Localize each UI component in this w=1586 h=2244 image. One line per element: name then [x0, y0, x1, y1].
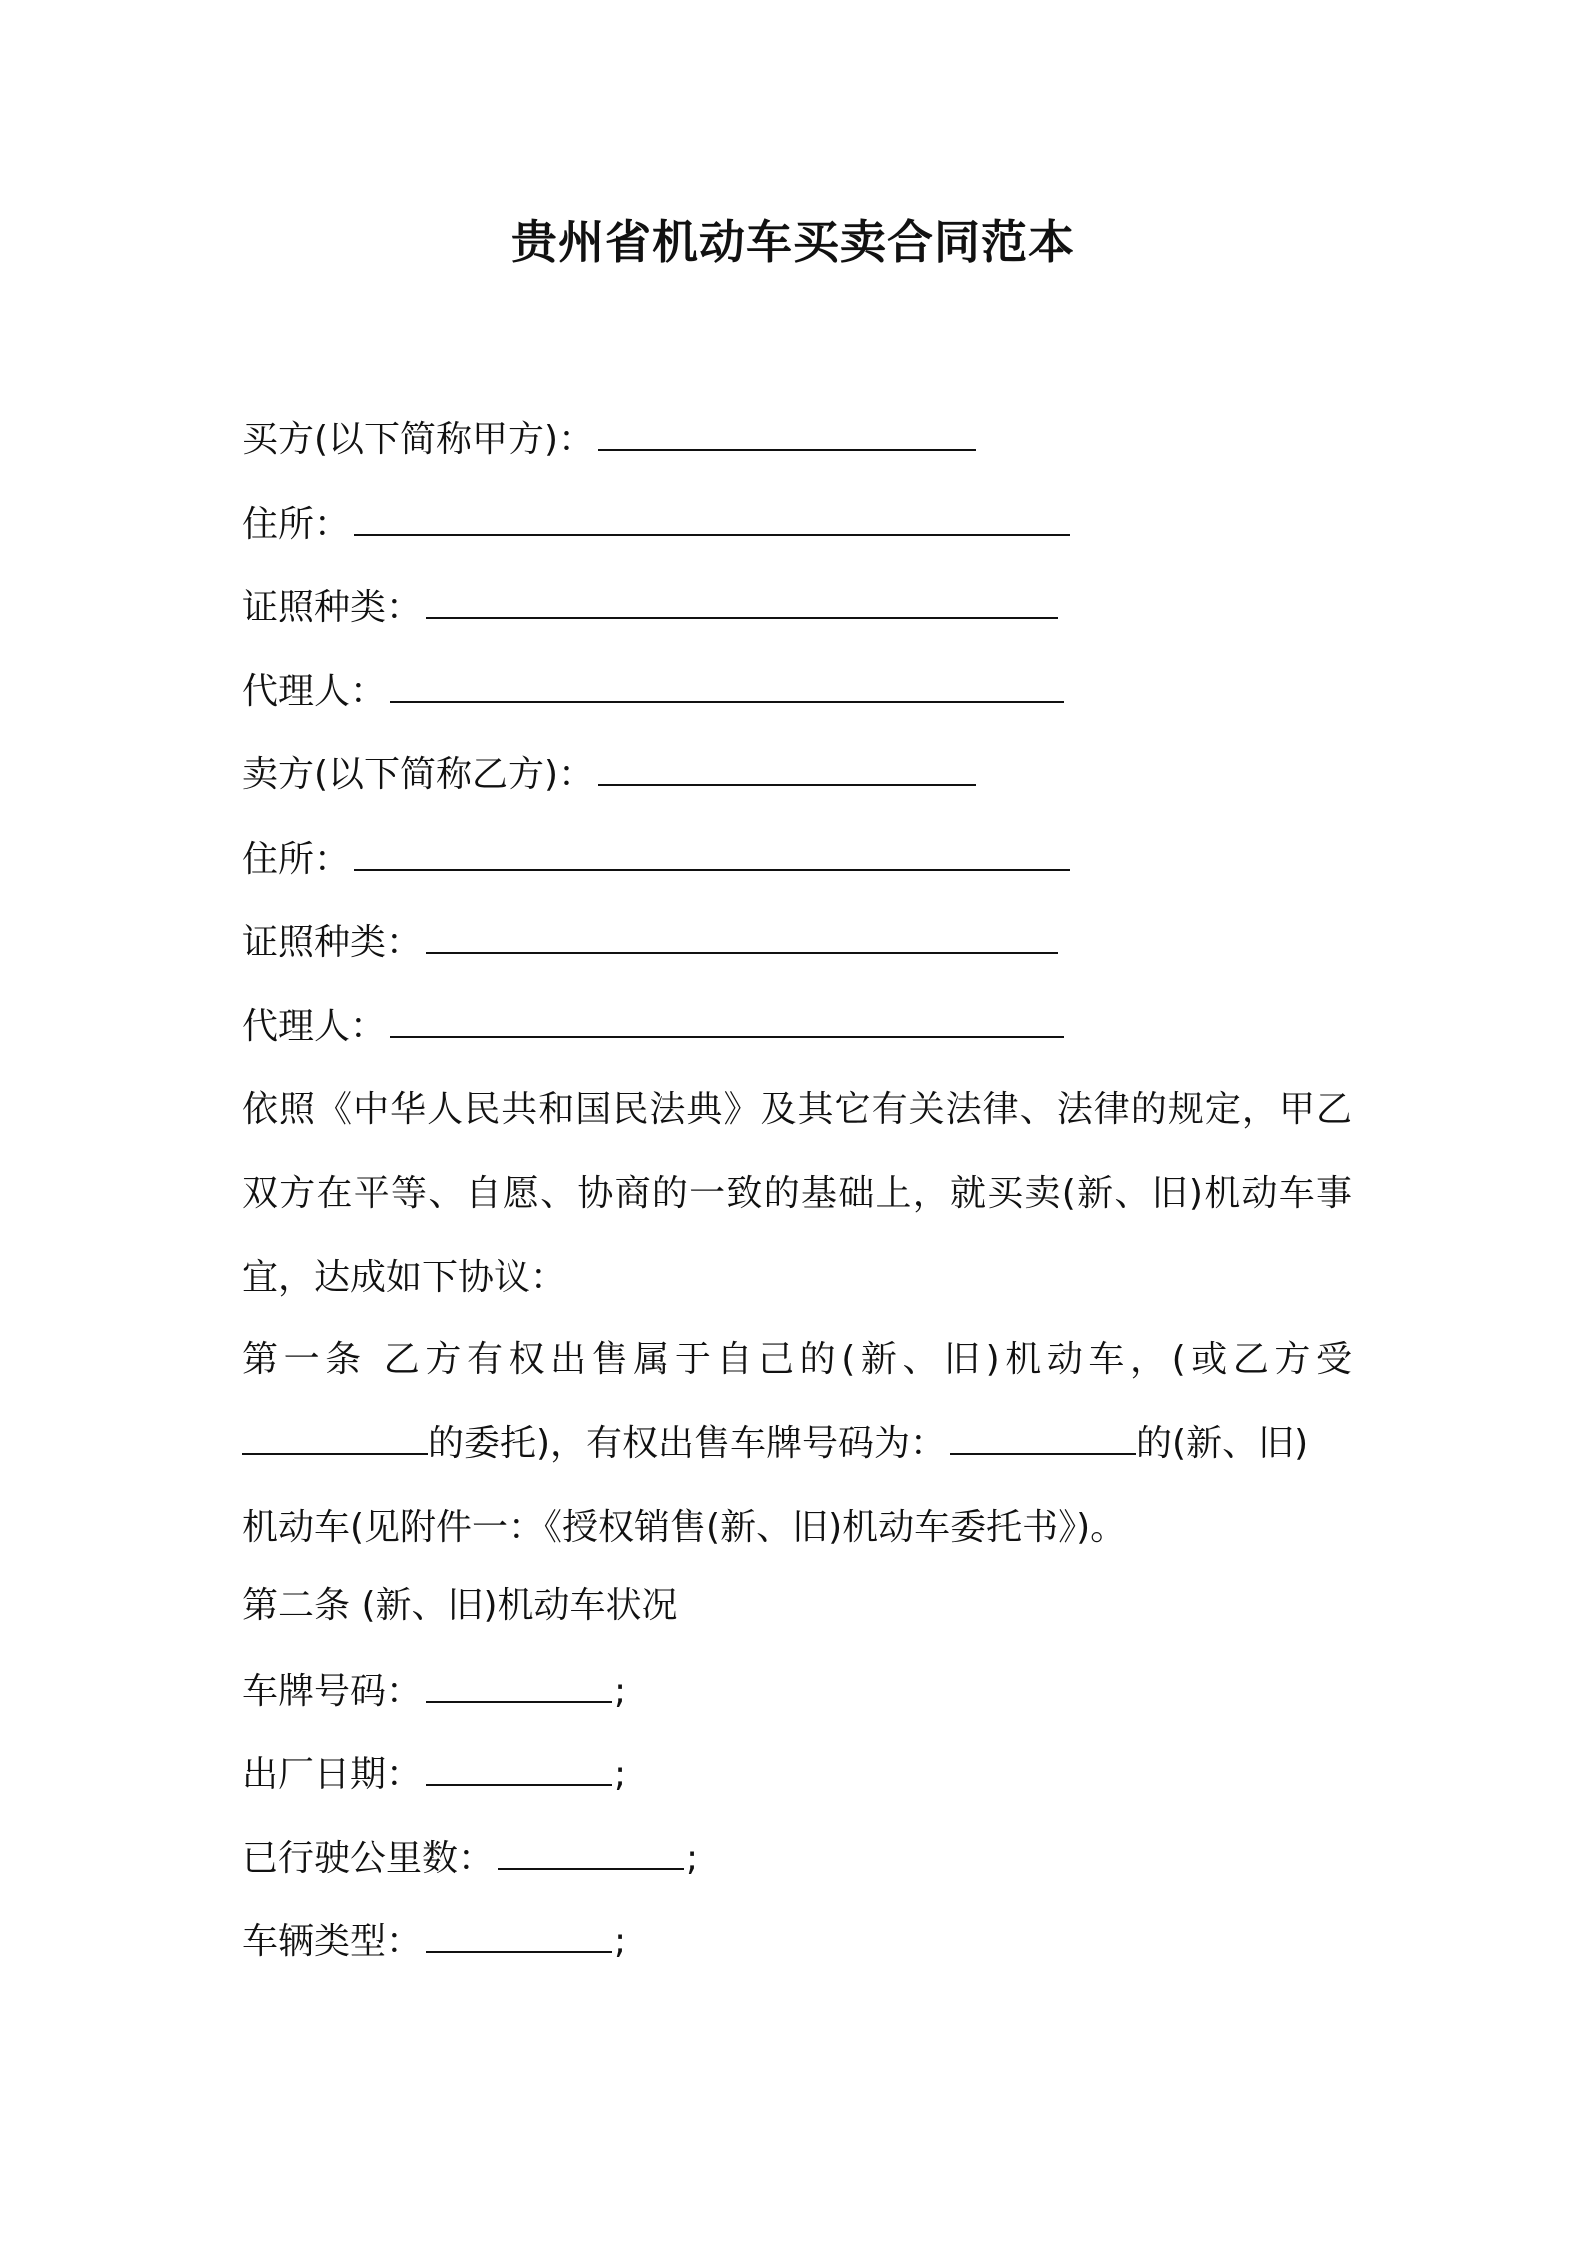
preamble-line-3: 宜，达成如下协议：	[242, 1257, 567, 1298]
mileage-terminator: ;	[686, 1838, 699, 1879]
buyer-id-type-line	[242, 583, 1058, 632]
preamble-paragraph	[242, 1068, 1352, 1320]
seller-agent-line	[242, 1002, 1064, 1051]
buyer-name-blank	[598, 415, 976, 451]
seller-agent-blank	[390, 1002, 1064, 1038]
plate-number-line	[242, 1667, 626, 1716]
article-1-line-2-part1: 的委托)，有权出售车牌号码为：	[428, 1423, 947, 1464]
seller-party-line	[242, 750, 976, 799]
article-1-line-1: 第一条 乙方有权出售属于自己的(新、旧)机动车，(或乙方受	[242, 1339, 1352, 1380]
buyer-party-label: 买方(以下简称甲方)：	[242, 419, 595, 460]
vehicle-type-label: 车辆类型：	[242, 1921, 423, 1962]
plate-number-field-blank	[426, 1667, 612, 1703]
plate-number-terminator: ;	[614, 1671, 627, 1712]
mileage-label: 已行驶公里数：	[242, 1838, 495, 1879]
buyer-id-type-label: 证照种类：	[242, 587, 423, 628]
plate-number-label: 车牌号码：	[242, 1671, 423, 1712]
seller-party-label: 卖方(以下简称乙方)：	[242, 754, 595, 795]
document-title: 贵州省机动车买卖合同范本	[511, 215, 1075, 269]
article-1-line-2-part2: 的(新、旧)	[1136, 1423, 1309, 1464]
buyer-agent-line	[242, 667, 1064, 716]
buyer-agent-blank	[390, 667, 1064, 703]
seller-id-type-label: 证照种类：	[242, 922, 423, 963]
article-1-line-3: 机动车(见附件一：《授权销售(新、旧)机动车委托书》)。	[242, 1507, 1127, 1548]
seller-address-label: 住所：	[242, 839, 351, 880]
principal-blank	[242, 1419, 428, 1455]
preamble-line-2: 双方在平等、自愿、协商的一致的基础上，就买卖(新、旧)机动车事	[242, 1173, 1352, 1214]
seller-id-type-line	[242, 918, 1058, 967]
seller-name-blank	[598, 750, 976, 786]
buyer-address-blank	[354, 500, 1070, 536]
vehicle-type-blank	[426, 1917, 612, 1953]
factory-date-terminator: ;	[614, 1754, 627, 1795]
seller-address-line	[242, 835, 1070, 884]
seller-address-blank	[354, 835, 1070, 871]
factory-date-line	[242, 1750, 626, 1799]
article-1-line-2	[242, 1402, 1352, 1486]
factory-date-label: 出厂日期：	[242, 1754, 423, 1795]
article-2-heading: 第二条 (新、旧)机动车状况	[242, 1585, 678, 1626]
article-1	[242, 1318, 1352, 1570]
buyer-party-line	[242, 415, 976, 464]
factory-date-blank	[426, 1750, 612, 1786]
vehicle-type-line	[242, 1917, 626, 1966]
buyer-address-label: 住所：	[242, 504, 351, 545]
buyer-address-line	[242, 500, 1070, 549]
seller-id-type-blank	[426, 918, 1058, 954]
mileage-line	[242, 1834, 698, 1883]
buyer-id-type-blank	[426, 583, 1058, 619]
buyer-agent-label: 代理人：	[242, 671, 387, 712]
mileage-blank	[498, 1834, 684, 1870]
seller-agent-label: 代理人：	[242, 1006, 387, 1047]
vehicle-type-terminator: ;	[614, 1921, 627, 1962]
preamble-line-1: 依照《中华人民共和国民法典》及其它有关法律、法律的规定，甲乙	[242, 1089, 1352, 1130]
plate-number-blank	[950, 1419, 1136, 1455]
